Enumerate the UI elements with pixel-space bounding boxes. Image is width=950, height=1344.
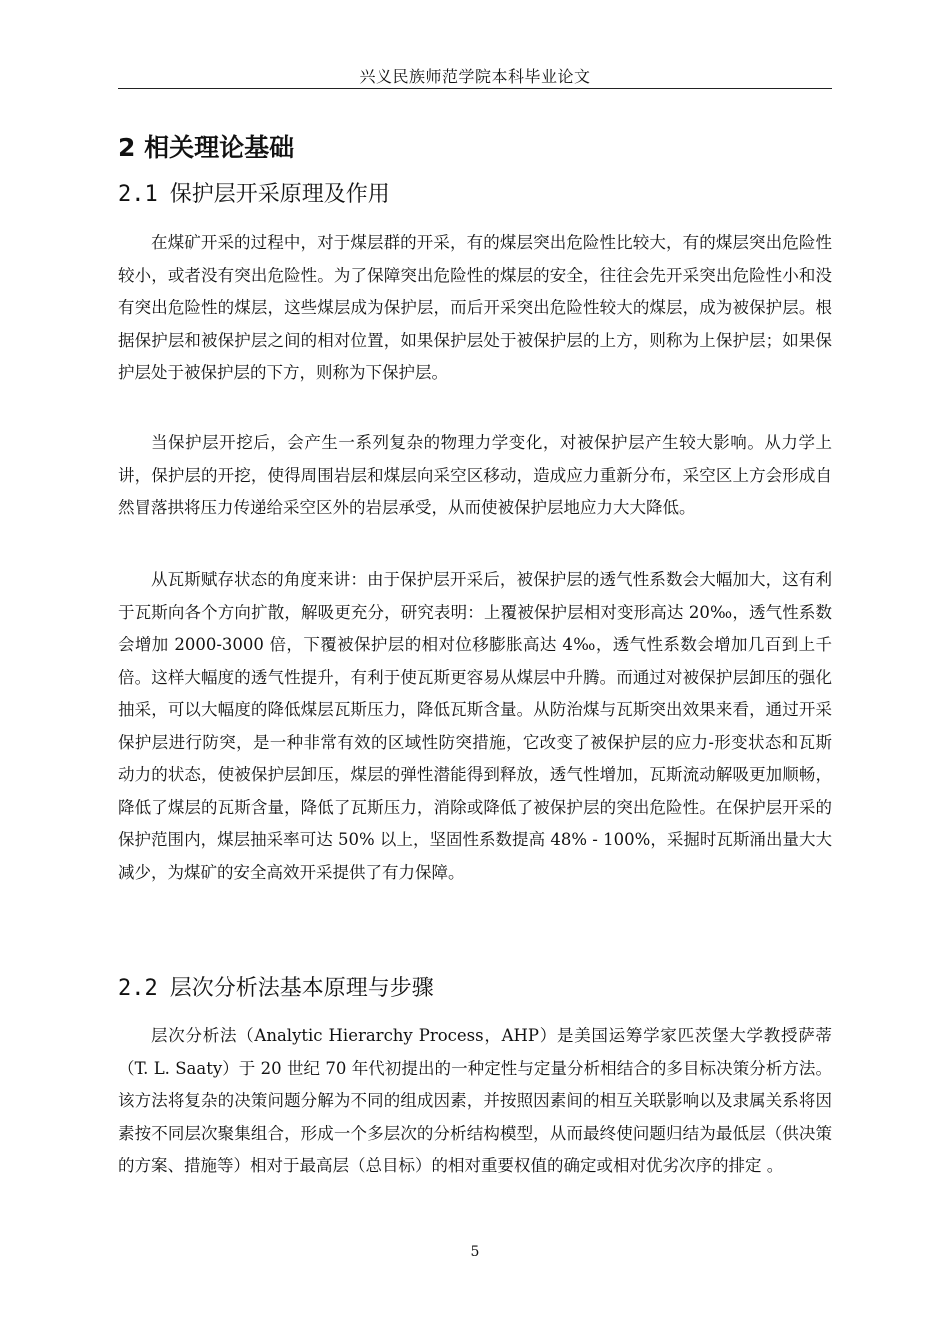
section-number: 2.2 [118, 976, 158, 1001]
section-2-1-heading [118, 180, 390, 210]
paragraph: 在煤矿开采的过程中，对于煤层群的开采，有的煤层突出危险性比较大，有的煤层突出危险性较小，或者没有突出危险性。为了保障突出危险性的煤层的安全，往往会先开采突出危险性小和没有突出危险性的煤层，这些煤层成为保护层，而后开采突出危险性较大的煤层，成为被保护层。根据保护层和被保护层之间的相对位置，如果保护层处于被保护层的上方，则称为上保护层；如果保护层处于被保护层的下方，则称为下保护层。 [118, 233, 832, 382]
header-divider [118, 88, 832, 89]
paragraph: 当保护层开挖后，会产生一系列复杂的物理力学变化，对被保护层产生较大影响。从力学上讲，保护层的开挖，使得周围岩层和煤层向采空区移动，造成应力重新分布，采空区上方会形成自然冒落拱将压力传递给采空区外的岩层承受，从而使被保护层地应力大大降低。 [118, 433, 832, 517]
paragraph: 从瓦斯赋存状态的角度来讲：由于保护层开采后，被保护层的透气性系数会大幅加大，这有利于瓦斯向各个方向扩散，解吸更充分，研究表明：上覆被保护层相对变形高达 20‰，透气性系数会增加 2000-3000 倍，下覆被保护层的相对位移膨胀高达 4‰，透气性系数会增加几百到上千倍。这样大幅度的透气性提升，有利于使瓦斯更容易从煤层中升腾。而通过对被保护层卸压的强化抽采，可以大幅度的降低煤层瓦斯压力，降低瓦斯含量。从防治煤与瓦斯突出效果来看，通过开采保护层进行防突，是一种非常有效的区域性防突措施，它改变了被保护层的应力-形变状态和瓦斯动力的状态，使被保护层卸压，煤层的弹性潜能得到释放，透气性增加，瓦斯流动解吸更加顺畅，降低了煤层的瓦斯含量，降低了瓦斯压力，消除或降低了被保护层的突出危险性。在保护层开采的保护范围内，煤层抽采率可达 50% 以上，坚固性系数提高 48% - 100%，采掘时瓦斯涌出量大大减少，为煤矿的安全高效开采提供了有力保障。 [118, 570, 832, 882]
section-2-2-heading [118, 974, 434, 1004]
paragraph: 层次分析法（Analytic Hierarchy Process，AHP）是美国运筹学家匹茨堡大学教授萨蒂（T. L. Saaty）于 20 世纪 70 年代初提出的一种定性与定量分析相结合的多目标决策分析方法。该方法将复杂的决策问题分解为不同的组成因素，并按照因素间的相互关联影响以及隶属关系将因素按不同层次聚集组合，形成一个多层次的分析结构模型，从而最终使问题归结为最低层（供决策的方案、措施等）相对于最高层（总目标）的相对重要权值的确定或相对优劣次序的排定 。 [118, 1026, 832, 1175]
chapter-title: 2 相关理论基础 [118, 133, 295, 162]
section-title: 保护层开采原理及作用 [169, 182, 390, 207]
page-number: 5 [470, 1244, 480, 1260]
running-header: 兴义民族师范学院本科毕业论文 [359, 67, 591, 86]
section-title: 层次分析法基本原理与步骤 [169, 976, 434, 1001]
section-number: 2.1 [118, 182, 158, 207]
